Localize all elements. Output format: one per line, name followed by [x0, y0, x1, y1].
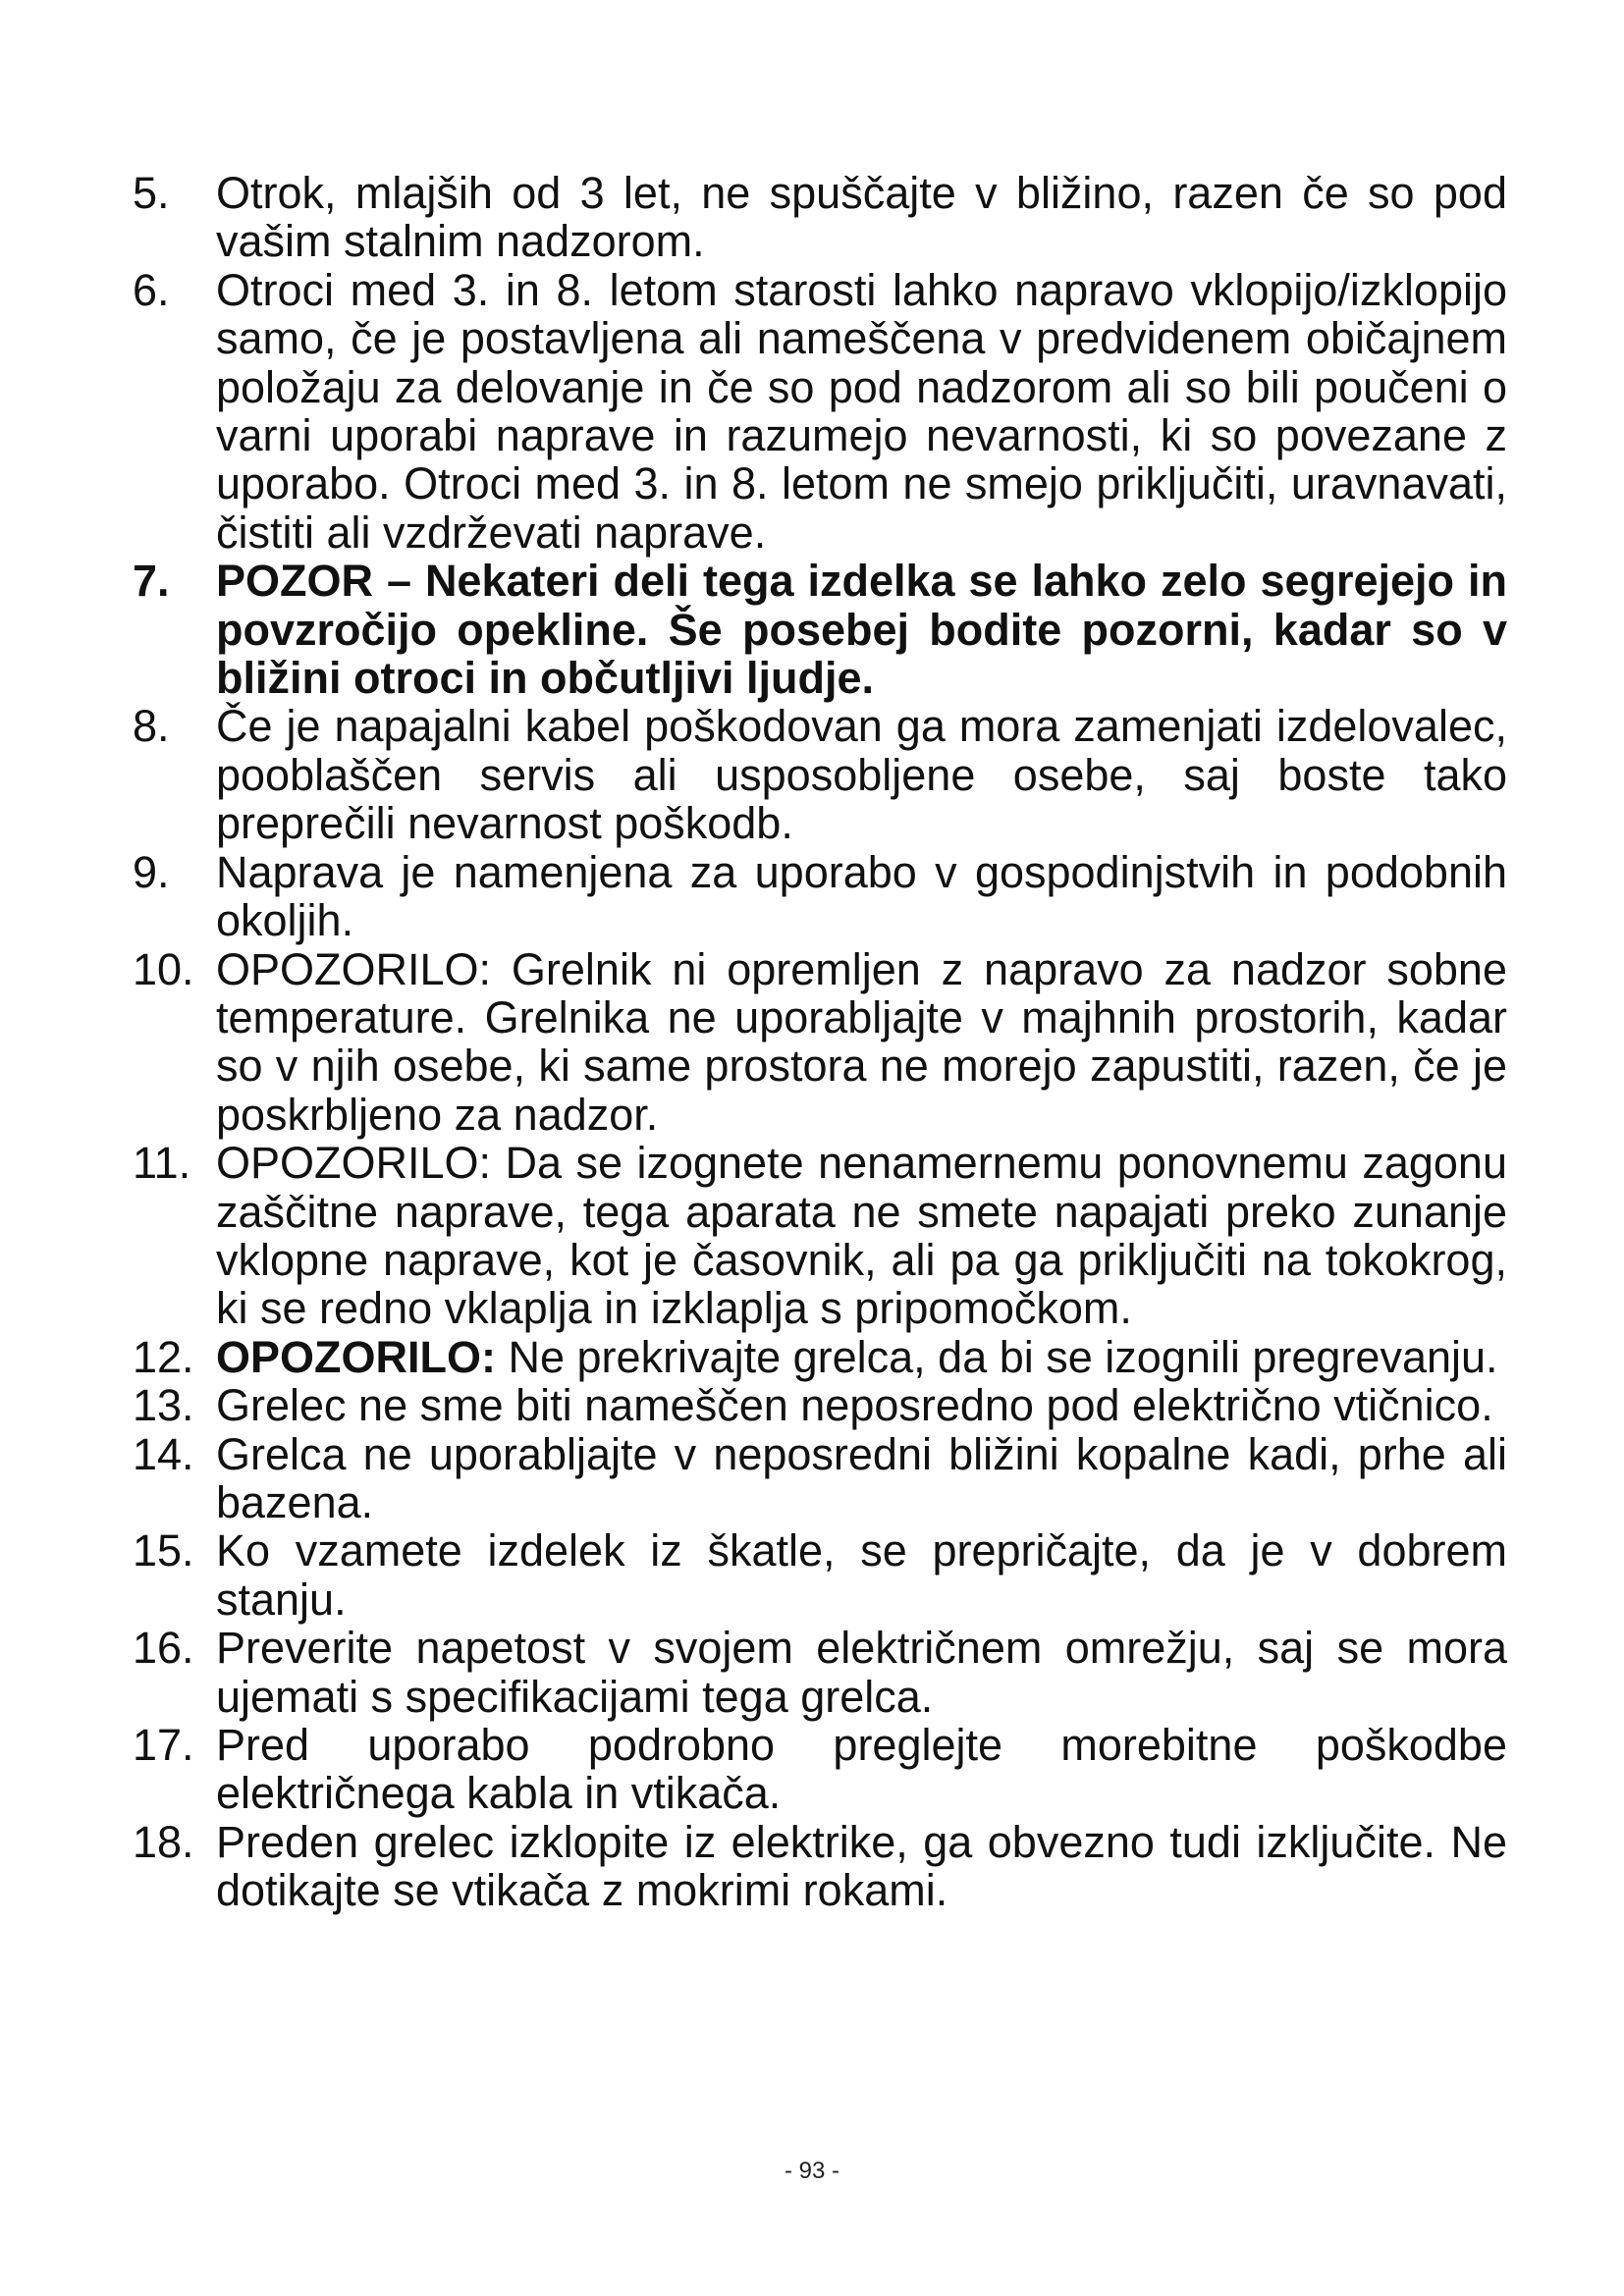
item-number: 9.: [133, 846, 170, 897]
safety-instructions-list: [133, 169, 1507, 1915]
item-number: 18.: [133, 1816, 194, 1867]
item-number: 6.: [133, 264, 170, 315]
item-text: Grelec ne sme biti nameščen neposredno pod električno vtičnico.: [216, 1380, 1493, 1431]
item-text: Ko vzamete izdelek iz škatle, se prepričajte, da je v dobrem stanju.: [216, 1525, 1507, 1625]
list-item: [133, 1381, 1507, 1429]
item-number: 8.: [133, 701, 170, 752]
item-text: Otroci med 3. in 8. letom starosti lahko napravo vklopijo/izklopijo samo, če je postavljena ali nameščena v predvidenem običajnem položaju za delovanje in če so pod nadzorom ali so bili poučeni o varni uporabi naprave in razumejo nevarnosti, ki so povezane z uporabo. Otroci med 3. in 8. letom ne smejo priključiti, uravnavati, čistiti ali vzdrževati naprave.: [216, 264, 1507, 558]
item-text: Grelca ne uporabljajte v neposredni bližini kopalne kadi, prhe ali bazena.: [216, 1428, 1507, 1527]
item-number: 13.: [133, 1380, 194, 1431]
list-item: [133, 1333, 1507, 1381]
list-item: [133, 169, 1507, 266]
item-number: 15.: [133, 1525, 194, 1576]
item-text: Če je napajalni kabel poškodovan ga mora zamenjati izdelovalec, pooblaščen servis ali usposobljene osebe, saj boste tako preprečili nevarnost poškodb.: [216, 701, 1507, 849]
list-item: [133, 702, 1507, 847]
list-item-warning: [133, 557, 1507, 702]
item-lead-warning: OPOZORILO:: [216, 1331, 496, 1382]
item-text: POZOR – Nekateri deli tega izdelka se lahko zelo segrejejo in povzročijo opekline. Še posebej bodite pozorni, kadar so v bližini otroci in občutljivi ljudje.: [216, 556, 1507, 704]
item-number: 10.: [133, 943, 194, 994]
item-number: 7.: [133, 556, 170, 607]
list-item: [133, 1526, 1507, 1624]
item-number: 12.: [133, 1331, 194, 1382]
item-text: Preden grelec izklopite iz elektrike, ga obvezno tudi izključite. Ne dotikajte se vtikača z mokrimi rokami.: [216, 1816, 1507, 1916]
page-number: - 93 -: [784, 2158, 839, 2184]
list-item: [133, 1139, 1507, 1333]
item-text: Otrok, mlajših od 3 let, ne spuščajte v bližino, razen če so pod vašim stalnim nadzorom.: [216, 168, 1507, 267]
item-number: 11.: [133, 1138, 191, 1189]
item-number: 5.: [133, 168, 170, 218]
item-text: Ne prekrivajte grelca, da bi se izognili pregrevanju.: [496, 1331, 1498, 1382]
list-item: [133, 1818, 1507, 1915]
item-text: OPOZORILO: Grelnik ni opremljen z napravo za nadzor sobne temperature. Grelnika ne uporabljajte v majhnih prostorih, kadar so v njih osebe, ki same prostora ne morejo zapustiti, razen, če je poskrbljeno za nadzor.: [216, 943, 1507, 1140]
item-number: 16.: [133, 1623, 194, 1674]
list-item: [133, 1430, 1507, 1527]
list-item: [133, 848, 1507, 945]
list-item: [133, 1721, 1507, 1818]
list-item: [133, 1624, 1507, 1721]
list-item: [133, 945, 1507, 1140]
item-text: Naprava je namenjena za uporabo v gospodinjstvih in podobnih okoljih.: [216, 846, 1507, 946]
item-text: Pred uporabo podrobno preglejte morebitne poškodbe električnega kabla in vtikača.: [216, 1720, 1507, 1819]
list-item: [133, 266, 1507, 557]
item-number: 17.: [133, 1720, 194, 1770]
item-text: Preverite napetost v svojem električnem omrežju, saj se mora ujemati s specifikacijami tega grelca.: [216, 1623, 1507, 1722]
item-text: OPOZORILO: Da se izognete nenamernemu ponovnemu zagonu zaščitne naprave, tega aparata ne smete napajati preko zunanje vklopne naprave, kot je časovnik, ali pa ga priključiti na tokokrog, ki se redno vklaplja in izklaplja s pripomočkom.: [216, 1138, 1507, 1334]
item-number: 14.: [133, 1428, 194, 1479]
